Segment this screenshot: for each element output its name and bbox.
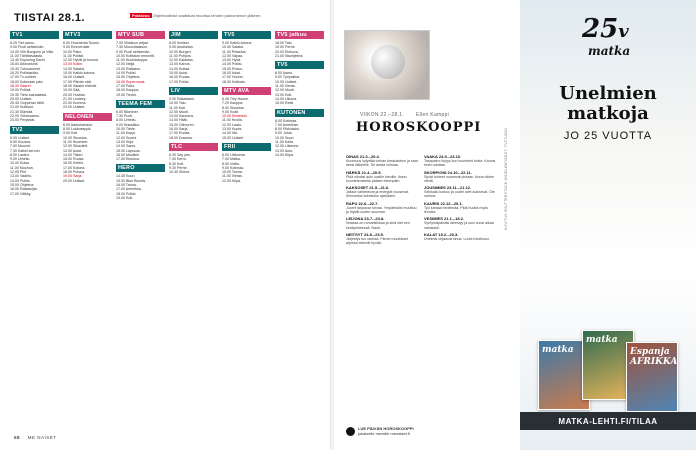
program-item: 8.00 Aamu. xyxy=(275,71,294,76)
cover-2-title: matka xyxy=(586,335,618,345)
program-item: 9.00 Rakastaen. xyxy=(169,96,196,101)
travel-ad xyxy=(520,0,696,450)
title-line-1: Unelmien xyxy=(559,83,657,104)
program-item: 12.00 Suomi. xyxy=(116,135,138,140)
cover-1-title: matka xyxy=(542,345,574,355)
sign-text: Seikkailu kutsuu ja uudet ovet aukeavat. Ole rohkea. xyxy=(424,190,495,199)
channel-header: TV1 xyxy=(10,31,59,39)
tip-badge: Poikkeus xyxy=(132,13,150,18)
program-item: 22.00 Ykkösaamu. xyxy=(10,114,40,119)
program-item: 9.00 Urheilu. xyxy=(10,157,31,162)
sign-text: Ilmassa on romantiikkaa ja sinä olet sen keskipisteessä. Nauti. xyxy=(346,221,410,230)
program-item: 6.00 Bikeliner. xyxy=(116,109,139,114)
program-item: 14.00 Ilta. xyxy=(222,131,238,136)
listing-column xyxy=(169,28,218,200)
read-more[interactable] xyxy=(346,426,414,436)
sign-columns xyxy=(346,152,498,246)
program-item: 11.00 Koti. xyxy=(169,105,186,110)
sign-text: Työ kantaa hedelmää. Pidä huolta myös levosta. xyxy=(424,205,488,215)
listing-column xyxy=(10,28,59,200)
author: Ellen Kamppi xyxy=(416,112,450,118)
program-item: 7.00 Matka. xyxy=(222,157,241,162)
program-item: 17.00 Poliisi. xyxy=(169,79,190,84)
ad-subtitle: JO 25 VUOTTA xyxy=(563,130,653,142)
program-item: 13.00 Hyvä. xyxy=(222,58,242,63)
program-list xyxy=(275,119,324,158)
channel-header: LIV xyxy=(169,87,218,95)
program-item: 10.00 Burgeri. xyxy=(169,49,192,54)
program-item: 14.00 Poliisi. xyxy=(116,71,137,76)
program-item: 18.00 Kotikatu. xyxy=(222,79,246,84)
program-item: 17.00 Pako. xyxy=(116,83,136,88)
program-item: 16.00 Supernovat. xyxy=(116,79,146,84)
channel-header: TV5 jatkuu xyxy=(275,31,324,39)
sign-name: LEIJONA 23.7.–23.8. xyxy=(346,216,385,222)
sign-name: RAPU 22.6.–22.7. xyxy=(346,200,379,206)
program-item: 16.00 Ratkaisijat. xyxy=(10,187,38,192)
program-item: 7.00 Viidakon veijari. xyxy=(116,41,150,45)
program-item: 17.00 Ruoka. xyxy=(169,131,191,136)
program-item: 18.00 Putous. xyxy=(63,170,86,175)
program-item: 9.00 Puoli seitsemän. xyxy=(116,49,151,54)
sign-name: VESIMIES 21.1.–18.2. xyxy=(424,216,465,222)
program-item: 15.00 Ruoka. xyxy=(63,157,85,162)
program-item: 12.00 Hyvät ja huonot. xyxy=(63,58,99,63)
sign-text: Unelmat ohjaavat sinua. Luota intuitioosi. xyxy=(424,236,490,241)
program-item: 12.00 Liikenne. xyxy=(275,144,300,149)
program-item: 21.00 Kulttuuri. xyxy=(10,105,35,110)
program-list xyxy=(275,71,324,105)
vertical-credit: KUVITUS SHUTTERSTOCK OHJELMATIEDOT: TVSTUDIO xyxy=(504,128,508,230)
channel-header: NELONEN xyxy=(63,113,112,121)
sign-name: HÄRKÄ 21.4.–20.5. xyxy=(346,169,382,175)
horoscope-page xyxy=(334,8,514,442)
program-item: 19.00 Poliisit. xyxy=(10,88,32,93)
program-item: 11.00 Vieras. xyxy=(222,174,243,179)
program-item: 18.00 Kotimaan päiv. xyxy=(10,79,44,84)
program-item: 15.00 Autot. xyxy=(169,71,189,76)
program-list xyxy=(222,97,271,140)
program-item: 9.30 Perhe. xyxy=(169,165,188,170)
program-item: 12.00 Muoti. xyxy=(169,109,189,114)
page-footer xyxy=(14,435,57,440)
program-item: 11.00 Pohjois. xyxy=(169,53,192,58)
program-item: 13.00 Kotiin. xyxy=(63,62,83,67)
program-item: 10.00 Viih Bongorin ja Väin. xyxy=(10,49,55,54)
sign-name: KAURIS 22.12.–20.1. xyxy=(424,200,463,206)
program-item: 12.00 Kilpa. xyxy=(222,178,241,183)
program-item: 15.00 Lapsuus. xyxy=(116,148,141,153)
program-item: 21.00 Iltaohjelma. xyxy=(275,53,304,58)
program-item: 17.00 Välkky. xyxy=(10,191,32,196)
sign-text: Juuret tarjoavat turvaa. Ympäristösi muuttuu ja löydät uuden suunnan. xyxy=(346,205,417,215)
sign-text: Syvät tunteet nousevat pintaan. Anna niiden viedä. xyxy=(424,174,495,183)
program-item: 15.00 Ohjelma. xyxy=(116,75,141,80)
program-item: 15.00 Uutiset. xyxy=(222,135,245,140)
program-item: 19.00 Perhe. xyxy=(275,45,296,50)
program-item: 6.45 Tiny House. xyxy=(222,96,249,101)
sign-text: Tasapaino löytyy kun kuuntelet toisia. Kaunis hetki odottaa. xyxy=(424,159,496,168)
listing-column xyxy=(275,28,324,200)
program-list xyxy=(116,110,165,162)
program-item: 11.00 Kalla. xyxy=(275,140,294,145)
program-item: 15.00 Ohjelma. xyxy=(10,182,35,187)
program-item: 10.00 Kotitalon remontti. xyxy=(116,53,155,58)
program-list xyxy=(63,41,112,110)
program-item: 8.30 Koti. xyxy=(169,161,185,166)
program-item: 8.00 Voitto. xyxy=(222,161,240,166)
program-item: 13.40 Exploring Earth. xyxy=(10,58,46,63)
program-item: 9.00 Juhla. xyxy=(275,131,293,136)
moon-icon xyxy=(371,45,405,79)
program-item: 16.00 Musiikki. xyxy=(116,152,140,157)
magazine-covers xyxy=(538,330,678,410)
program-item: 7.00 Amerikan. xyxy=(275,122,299,127)
channel-header: TEEMA FEM xyxy=(116,100,165,108)
program-item: 9.00 Kodit. xyxy=(222,109,240,114)
program-item: 13.00 Asiat. xyxy=(63,148,82,153)
program-list xyxy=(116,174,165,200)
listing-column xyxy=(116,28,165,200)
channel-header: MTV AVA xyxy=(222,87,271,95)
sign-column-right xyxy=(424,152,498,246)
program-item: 16.20 Poliisiarkku. xyxy=(10,71,40,76)
sign-column-left xyxy=(346,152,420,246)
program-item: 18.00 Draama. xyxy=(169,135,193,140)
channel-header: JIM xyxy=(169,31,218,39)
program-list xyxy=(169,153,218,174)
program-item: 12.00 Vapaa. xyxy=(222,53,244,58)
sign-text: Syntymäpäiväsi lähestyy ja uusi vuosi alkaa valoisasti. xyxy=(424,221,494,230)
program-list xyxy=(222,41,271,84)
program-item: 12.00 Laatu. xyxy=(222,122,242,127)
program-item: 6.00 Liittouma. xyxy=(222,152,246,157)
channel-header: TV2 xyxy=(10,126,59,134)
listing-column xyxy=(222,28,271,200)
program-item: 20.00 Uutiset. xyxy=(63,178,86,183)
program-item: 16.00 Uutiset. xyxy=(63,75,86,80)
program-item: 10.00 Salatut. xyxy=(222,45,245,50)
program-item: 10.00 Kiinteistö. xyxy=(222,114,248,119)
program-item: 21.00 Lindsey. xyxy=(63,96,87,101)
ad-title xyxy=(520,84,696,124)
badge-number: 25 xyxy=(582,14,619,44)
program-item: 14.00 Häät. xyxy=(169,118,188,123)
channel-header: MTV SUB xyxy=(116,31,165,39)
program-item: 8.00 Urheilu. xyxy=(116,118,137,123)
program-item: 17.00 Päivän sää. xyxy=(63,79,92,84)
program-item: 15.00 Gilmoren. xyxy=(169,122,195,127)
program-item: 8.00 Pikkutalot. xyxy=(275,127,300,132)
program-item: 6.50 Kuussa. xyxy=(10,139,31,144)
program-item: 14.00 Poliisi. xyxy=(10,178,31,183)
program-list xyxy=(222,153,271,183)
badge-suffix: v xyxy=(618,21,629,42)
program-item: 9.00 Puoli seitsemän. xyxy=(10,45,45,50)
program-item: 19.30 Tieto sairaalasta. xyxy=(10,92,48,97)
program-item: 17.00 Amerikka. xyxy=(116,187,142,192)
program-item: 15.00 Aikeustunti. xyxy=(10,62,39,67)
channel-header: MTV3 xyxy=(63,31,112,39)
program-item: 23.00 Perjantai. xyxy=(10,118,36,123)
program-item: 10.00 Tiede. xyxy=(116,127,136,132)
sign-name: JOUSIMIES 23.11.–21.12. xyxy=(424,185,472,191)
sign-name: NEITSYT 24.8.–23.9. xyxy=(346,231,385,237)
program-item: 20.00 Elokuva. xyxy=(275,49,299,54)
program-item: 15.00 Kaikki kotona. xyxy=(63,71,96,76)
program-item: 20.00 Huvilan. xyxy=(63,92,86,97)
program-item: 15.00 Blue Bloods. xyxy=(116,178,147,183)
program-item: 9.00 Emmerdale. xyxy=(63,45,91,50)
tip-text: Ohjelmatiedot saattavat muuttua lehden painomenon jälkeen. xyxy=(152,13,262,18)
sign-name: VAAKA 24.9.–23.10. xyxy=(424,154,462,159)
badge-word: matka xyxy=(588,44,631,58)
program-item: 16.00 Asiat. xyxy=(222,71,241,76)
listing-column xyxy=(63,28,112,200)
program-item: 14.00 Sanni. xyxy=(116,144,137,149)
read-more-label: LUE PÄIVÄN HOROSKOOPPI xyxy=(358,426,414,431)
program-item: 18.00 Kauppa. xyxy=(116,88,140,93)
program-item: 14.00 Kultaa. xyxy=(169,66,191,71)
tv-listings-page xyxy=(10,8,328,442)
program-item: 11.00 Tähtitaivaasta. xyxy=(10,53,44,58)
subscribe-link[interactable]: MATKA-LEHTI.FI/TILAA xyxy=(520,412,696,430)
program-list xyxy=(275,41,324,58)
sign-name: KAKSOSET 21.5.–21.6. xyxy=(346,185,390,191)
sign-text: Kuumuus sytyttää vinhan keskustelun ja saat itsesi liikkeelle. Se antaa voimaa. xyxy=(346,159,418,168)
program-item: 16.00 Ruoka. xyxy=(169,75,191,80)
program-item: 17.00 Tv-uutiset. xyxy=(10,75,37,80)
program-item: 13.00 Kaivos. xyxy=(169,62,191,67)
title-line-2: matkoja xyxy=(567,103,649,124)
moon-illustration xyxy=(344,30,430,100)
program-item: 7.30 Kaikki kerroin. xyxy=(10,148,41,153)
program-item: 8.00 Lukkoseppä. xyxy=(63,127,92,132)
program-list xyxy=(63,123,112,183)
program-item: 13.00 Kupla. xyxy=(222,127,243,132)
channel-header: TLC xyxy=(169,143,218,151)
program-item: 7.30 Puoli. xyxy=(116,114,133,119)
program-item: 17.00 Kotona. xyxy=(63,165,86,170)
program-item: 10.00 Suuri. xyxy=(275,135,295,140)
channel-header: KUTONEN xyxy=(275,109,324,117)
program-item: 10.00 Tarina. xyxy=(222,170,243,175)
channel-header: TV5 xyxy=(275,61,324,69)
program-item: 12.05 Piiri. xyxy=(10,170,27,175)
program-item: 11.00 Vieras. xyxy=(275,84,296,89)
cover-3-title: Espanja AFRIKKA xyxy=(630,347,678,367)
program-item: 15.00 Retki. xyxy=(275,101,295,106)
program-item: 16.00 Keittiö. xyxy=(63,161,84,166)
anniversary-badge xyxy=(582,14,646,64)
program-item: 18.00 Talo. xyxy=(275,41,293,45)
program-item: 16.00 Tarina. xyxy=(116,183,137,188)
sign-name: OINAS 21.3.–20.4. xyxy=(346,154,380,159)
horoscope-week xyxy=(360,112,449,118)
program-item: 10.00 Talo. xyxy=(169,101,187,106)
program-item: 7.20 Kauppa. xyxy=(222,101,244,106)
program-item: 13.00 Kirja. xyxy=(116,139,135,144)
channel-header: FRII xyxy=(222,143,271,151)
program-list xyxy=(169,41,218,84)
program-item: 9.00 Kaikki kotona. xyxy=(222,41,253,45)
cover-3 xyxy=(626,342,678,412)
program-item: 14.00 Kilpa. xyxy=(275,152,294,157)
program-item: 6.05 Uutiset. xyxy=(10,135,31,140)
program-item: 9.00 Kotimaa. xyxy=(222,165,245,170)
week-range: VIIKON 22.–28.1. xyxy=(360,112,404,118)
program-item: 13.00 Ratkaisu. xyxy=(116,66,141,71)
tip-banner xyxy=(130,13,340,18)
program-item: 11.00 Muuhun. xyxy=(10,165,34,170)
program-item: 11.00 Poliisit. xyxy=(63,53,85,58)
program-item: 8.00 Sisustus. xyxy=(222,105,245,110)
program-item: 17.00 Huone. xyxy=(222,75,244,80)
program-item: 8.00 Lasten. xyxy=(10,152,30,157)
program-item: 13.00 Auto. xyxy=(275,148,294,153)
program-item: 15.00 Rosvo. xyxy=(222,66,244,71)
program-item: 6.30 Say yes. xyxy=(169,152,191,157)
program-item: 8.00 Ihmiset. xyxy=(169,41,190,45)
channel-columns xyxy=(10,28,324,200)
program-item: 6.00 Aamukanava. xyxy=(63,122,93,127)
channel-header: TV5 xyxy=(222,31,271,39)
program-item: 20.45 Oopperan tähti. xyxy=(10,101,45,106)
program-item: 7.00 Muumit. xyxy=(10,144,31,149)
program-item: 9.00 Klassikko. xyxy=(116,122,141,127)
program-item: 12.00 Sikaviinit. xyxy=(63,144,89,149)
channel-header: HERO xyxy=(116,164,165,172)
program-item: 18.00 Poliisi. xyxy=(116,191,137,196)
program-item: 10.00 Sisustus. xyxy=(63,135,88,140)
program-item: 14.00 Salatut. xyxy=(63,66,86,71)
program-item: 10.00 Uutiset. xyxy=(275,79,298,84)
arrow-icon xyxy=(346,427,355,436)
program-item: 19.00 Tiedot. xyxy=(116,92,137,97)
program-item: 11.00 Huutokauppa. xyxy=(116,58,149,63)
program-item: 6.00 Huomenta Suomi. xyxy=(63,41,100,45)
program-item: 7.30 Muumilaakson. xyxy=(116,45,149,50)
program-item: 13.00 Kauneus. xyxy=(169,114,195,119)
program-item: 12.00 Muoti. xyxy=(275,88,295,93)
program-item: 9.00 Työpaikka. xyxy=(275,75,301,80)
program-item: 9.00 Australian. xyxy=(169,45,194,50)
program-item: 11.00 Huomeet. xyxy=(63,139,89,144)
sign-text: Järjestys tuo rauhaa. Pienet muutokset arjessa tekevät hyvää. xyxy=(346,236,409,246)
program-item: 6.00 Kotimaa. xyxy=(275,118,298,123)
sign-text: Pidä silmäsi auki uusille ideoille. Itsesi kuuntelemisella pääset eteenpäin. xyxy=(346,174,407,183)
program-item: 10.00 Pako. xyxy=(63,49,83,54)
program-item: 14.00 Poliisi. xyxy=(222,62,243,67)
program-item: 15.40 Tuhoutuneet. xyxy=(10,66,41,71)
page-date: TIISTAI 28.1. xyxy=(14,12,86,24)
program-item: 18.00 Salatut elämät. xyxy=(63,83,97,88)
program-item: 14.00 Ulkona. xyxy=(275,96,298,101)
program-item: 13.00 Koti. xyxy=(275,92,293,97)
sign-name: KALAT 19.2.–20.3. xyxy=(424,231,459,237)
program-item: 12.00 Neljä. xyxy=(116,62,136,67)
program-item: 23.00 Uutiset. xyxy=(63,105,86,110)
program-item: 10.30 Sinkut. xyxy=(169,170,190,175)
program-item: 11.00 Pelastus. xyxy=(222,49,247,54)
program-list xyxy=(169,97,218,140)
program-item: 16.00 Sarja. xyxy=(169,127,189,132)
program-item: 11.00 Kuppi. xyxy=(116,131,136,136)
program-item: 6.25 Tiet aamu. xyxy=(10,41,35,45)
read-more-url: jokaiselle merkille menaiset.fi xyxy=(358,431,410,436)
sign-name: SKORPIONI 24.10.–22.11. xyxy=(424,169,472,175)
program-item: 19.00 Sää. xyxy=(63,88,81,93)
program-item: 14.45 Suuri. xyxy=(116,174,136,179)
program-item: 19.00 Koti. xyxy=(116,195,134,200)
program-item: 20.00 Uutiset. xyxy=(10,96,33,101)
program-item: 10.00 Kutsu. xyxy=(10,161,31,166)
program-item: 17.00 Elokuva. xyxy=(116,157,140,162)
program-item: 13.00 Vaahto. xyxy=(10,174,33,179)
horoscope-title: HOROSKOOPPI xyxy=(356,120,482,135)
program-item: 11.00 Huvila. xyxy=(222,118,243,123)
program-list xyxy=(10,41,59,123)
program-item: 19.00 Sarja. xyxy=(63,174,83,179)
sign-text: Jaksot vaihtelevat ja energiat nousevat. Kiinnostus kohdistuu ajatuksiin. xyxy=(346,190,409,199)
program-list xyxy=(10,136,59,196)
program-list xyxy=(116,41,165,97)
magazine-name: ME NAISET xyxy=(27,435,57,440)
program-item: 9.00 Koti. xyxy=(63,131,79,136)
program-item: 7.30 Kerro. xyxy=(169,157,187,162)
program-item: 21.30 Elämää. xyxy=(10,109,34,114)
program-item: 22.00 Kumma. xyxy=(63,101,87,106)
program-item: 12.00 Kalastus. xyxy=(169,58,194,63)
program-item: 14.00 Tiikeri. xyxy=(63,152,84,157)
program-item: 18.30 Saaret. xyxy=(10,83,32,88)
page-number: 58 xyxy=(14,435,21,440)
